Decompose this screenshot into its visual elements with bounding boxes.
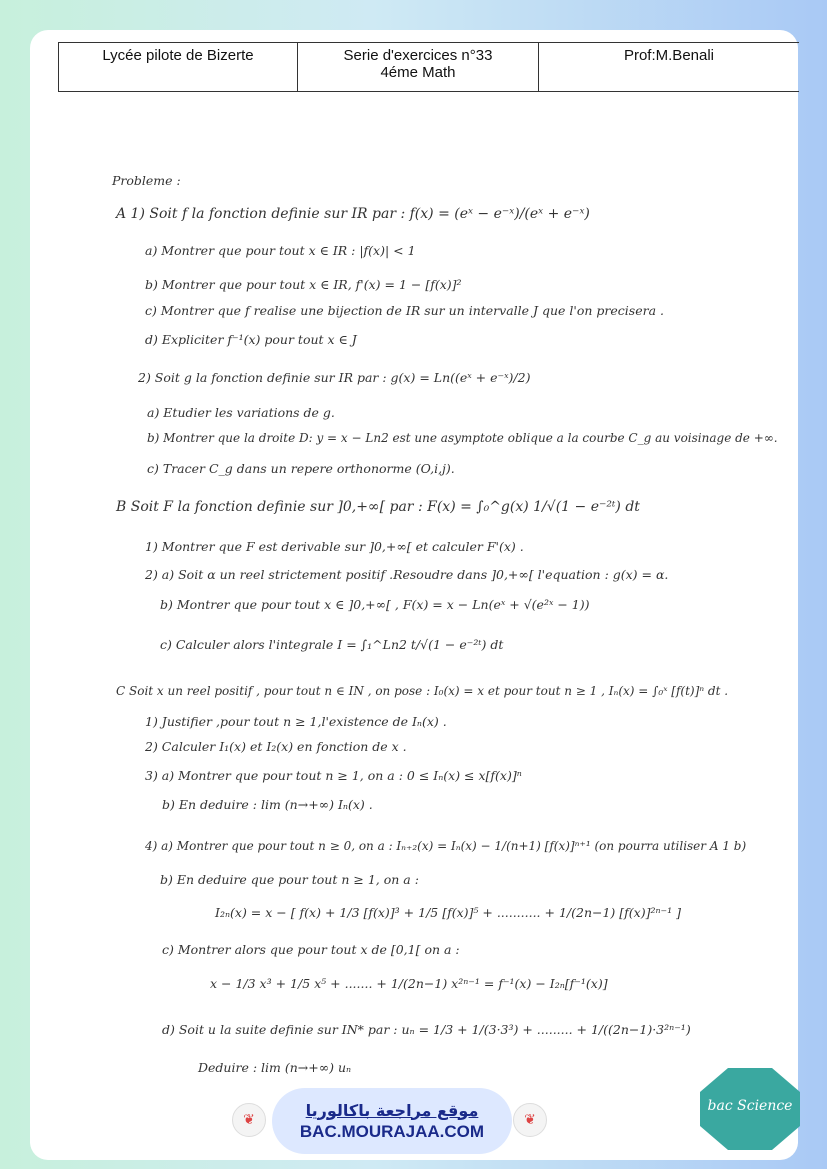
level: 4éme Math <box>380 64 456 81</box>
part-c-q4d: d) Soit u la suite definie sur IN* par : uₙ = 1/3 + 1/(3·3³) + ......... + 1/((2n−1)·3²ⁿ⁻¹) <box>162 1022 691 1037</box>
logo-text: bac Science <box>707 1098 793 1114</box>
series-title: Serie d'exercices n°33 <box>343 47 493 64</box>
part-b-q2b: b) Montrer que pour tout x ∈ ]0,+∞[ , F(x) = x − Ln(eˣ + √(e²ˣ − 1)) <box>160 597 590 612</box>
part-b-q2c: c) Calculer alors l'integrale I = ∫₁^Ln2 t/√(1 − e⁻²ᵗ) dt <box>160 637 504 652</box>
part-a-q2a: a) Etudier les variations de g. <box>147 405 335 420</box>
part-b-intro: B Soit F la fonction definie sur ]0,+∞[ par : F(x) = ∫₀^g(x) 1/√(1 − e⁻²ᵗ) dt <box>116 499 640 515</box>
left-badge-icon: ❦ <box>232 1103 266 1137</box>
part-c-q4b: b) En deduire que pour tout n ≥ 1, on a : <box>160 872 419 887</box>
part-c-q3a: 3) a) Montrer que pour tout n ≥ 1, on a : 0 ≤ Iₙ(x) ≤ x[f(x)]ⁿ <box>145 768 522 783</box>
part-c-q4a: 4) a) Montrer que pour tout n ≥ 0, on a : Iₙ₊₂(x) = Iₙ(x) − 1/(n+1) [f(x)]ⁿ⁺¹ (on pourra utiliser A 1 b) <box>145 839 747 853</box>
problem-title: Probleme : <box>112 173 181 188</box>
school-name: Lycée pilote de Bizerte <box>102 47 254 64</box>
part-a-q2b: b) Montrer que la droite D: y = x − Ln2 est une asymptote oblique a la courbe C_g au voisinage de +∞. <box>147 431 778 445</box>
formula-i2n: I₂ₙ(x) = x − [ f(x) + 1/3 [f(x)]³ + 1/5 [f(x)]⁵ + ........... + 1/(2n−1) [f(x)]²ⁿ⁻¹ ] <box>215 905 681 920</box>
part-b-q1: 1) Montrer que F est derivable sur ]0,+∞[ et calculer F'(x) . <box>145 539 524 554</box>
part-c-q2: 2) Calculer I₁(x) et I₂(x) en fonction de x . <box>145 739 407 754</box>
header-table <box>58 42 799 92</box>
part-c-q4c: c) Montrer alors que pour tout x de [0,1[ on a : <box>162 942 460 957</box>
site-banner[interactable] <box>272 1088 512 1154</box>
site-url[interactable]: BAC.MOURAJAA.COM <box>299 1121 485 1141</box>
part-c-intro: C Soit x un reel positif , pour tout n ∈ IN , on pose : I₀(x) = x et pour tout n ≥ 1 , Iₙ(x) = ∫₀ˣ [f(t)]ⁿ dt . <box>116 684 729 698</box>
part-a-q1b: b) Montrer que pour tout x ∈ IR, f'(x) = 1 − [f(x)]² <box>145 277 462 292</box>
formula-series: x − 1/3 x³ + 1/5 x⁵ + ....... + 1/(2n−1) x²ⁿ⁻¹ = f⁻¹(x) − I₂ₙ[f⁻¹(x)] <box>210 976 608 991</box>
prof-name: Prof:M.Benali <box>623 47 715 64</box>
part-a-q2: 2) Soit g la fonction definie sur IR par : g(x) = Ln((eˣ + e⁻ˣ)/2) <box>138 370 531 385</box>
part-a-q1d: d) Expliciter f⁻¹(x) pour tout x ∈ J <box>145 332 357 347</box>
prof-cell <box>539 43 799 91</box>
series-cell <box>298 43 539 91</box>
part-a-q1a: a) Montrer que pour tout x ∈ IR : |f(x)| < 1 <box>145 243 416 258</box>
part-a-q2c: c) Tracer C_g dans un repere orthonorme (O,i,j). <box>147 461 455 476</box>
bac-science-logo <box>700 1068 800 1150</box>
part-c-q1: 1) Justifier ,pour tout n ≥ 1,l'existence de Iₙ(x) . <box>145 714 447 729</box>
site-name-arabic: موقع مراجعة باكالوريا <box>305 1100 479 1120</box>
school-cell <box>59 43 298 91</box>
part-c-q3b: b) En deduire : lim (n→+∞) Iₙ(x) . <box>162 797 373 812</box>
part-a-q1: A 1) Soit f la fonction definie sur IR par : f(x) = (eˣ − e⁻ˣ)/(eˣ + e⁻ˣ) <box>116 206 590 222</box>
right-badge-icon: ❦ <box>513 1103 547 1137</box>
part-a-q1c: c) Montrer que f realise une bijection de IR sur un intervalle J que l'on precisera . <box>145 303 664 318</box>
part-b-q2a: 2) a) Soit α un reel strictement positif .Resoudre dans ]0,+∞[ l'equation : g(x) = α. <box>145 567 669 582</box>
part-c-limit: Deduire : lim (n→+∞) uₙ <box>198 1060 352 1075</box>
